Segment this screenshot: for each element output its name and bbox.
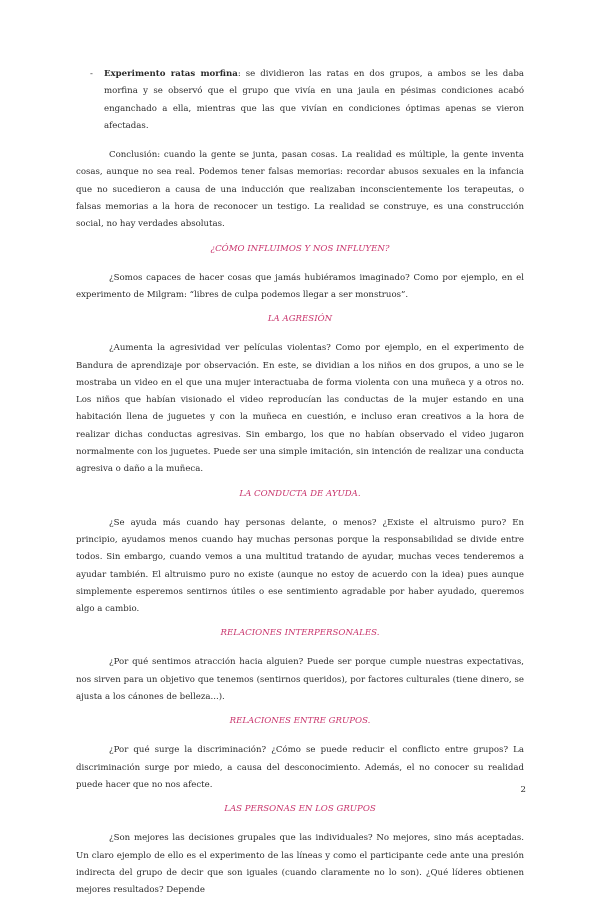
section-heading-interpersonal: RELACIONES INTERPERSONALES.	[220, 628, 380, 639]
section-heading-intergroup: RELACIONES ENTRE GRUPOS.	[229, 716, 371, 727]
section-text-helping: ¿Se ayuda más cuando hay personas delante, o menos? ¿Existe el altruismo puro? En principio, ayudamos menos cuando hay muchas personas porque la responsabilidad se divide entre todos. Sin embargo, cuando vemos a una multitud tratando de ayudar, muchas veces tenderemos a ayudar también. El altruismo puro no existe (aunque no estoy de acuerdo con la idea) pues aunque simplemente esperemos sentirnos útiles o ese sentimiento agradable por haber ayudado, queremos algo a cambio.	[76, 517, 524, 615]
section-text-interpersonal: ¿Por qué sentimos atracción hacia alguien? Puede ser porque cumple nuestras expectativas, nos sirven para un objetivo que tenemos (sentirnos queridos), por factores culturales (tiene dinero, se ajusta a los cánones de belleza...).	[76, 657, 524, 703]
bullet-paragraph	[104, 66, 524, 135]
bullet-title: Experimento ratas morfina	[104, 69, 238, 79]
section-text-intergroup: ¿Por qué surge la discriminación? ¿Cómo se puede reducir el conflicto entre grupos? La discriminación surge por miedo, a causa del desconocimiento. Además, el no conocer su realidad puede hacer que no nos afecte.	[76, 745, 524, 790]
section-heading-influence: ¿CÓMO INFLUIMOS Y NOS INFLUYEN?	[210, 243, 390, 254]
section-heading-groups: LAS PERSONAS EN LOS GRUPOS	[224, 804, 376, 815]
section-text-groups: ¿Son mejores las decisiones grupales que las individuales? No mejores, sino más aceptadas. Un claro ejemplo de ello es el experimento de las líneas y como el participante cede ante una presión indirecta del grupo de decir que son iguales (cuando claramente no lo son). ¿Qué líderes obtienen mejores resultados? Depende	[76, 833, 524, 896]
bullet-text: : se dividieron las ratas en dos grupos, a ambos se les daba morfina y se observó que el grupo que vivía en una jaula en pésimas condiciones acabó enganchado a ella, mientras que las que vivían en condiciones óptimas apenas se vieron afectadas.	[104, 69, 524, 131]
bullet-item	[76, 66, 524, 135]
section-text-aggression: ¿Aumenta la agresividad ver películas violentas? Como por ejemplo, en el experimento de Bandura de aprendizaje por observación. En este, se dividian a los niños en dos grupos, a uno se le mostraba un video en el que una mujer interactuaba de forma violenta con una muñeca y a otros no. Los niños que habían visionado el video reproducían las conductas de la mujer estando en una habitación llena de juguetes y con la muñeca en cuestión, e incluso eran creativos a la hora de realizar dichas conductas agresivas. Sin embargo, los que no habían observado el video jugaron normalmente con los juguetes. Puede ser una simple imitación, sin intención de realizar una conducta agresiva o daño a la muñeca.	[76, 343, 524, 475]
bullet-marker: -	[90, 69, 93, 79]
section-heading-aggression: LA AGRESIÓN	[267, 314, 333, 325]
conclusion-paragraph: Conclusión: cuando la gente se junta, pasan cosas. La realidad es múltiple, la gente inventa cosas, aunque no sea real. Podemos tener falsas memorias: recordar abusos sexuales en la infancia que no sucedieron a causa de una inducción que realizaban inconscientemente los terapeutas, o falsas memorias a la hora de reconocer un testigo. La realidad se construye, es una construcción social, no hay verdades absolutas.	[76, 150, 524, 230]
page-number: 2	[520, 785, 526, 795]
section-text-influence: ¿Somos capaces de hacer cosas que jamás hubiéramos imaginado? Como por ejemplo, en el experimento de Milgram: “libres de culpa podemos llegar a ser monstruos”.	[76, 272, 524, 300]
section-heading-helping: LA CONDUCTA DE AYUDA.	[239, 488, 361, 499]
